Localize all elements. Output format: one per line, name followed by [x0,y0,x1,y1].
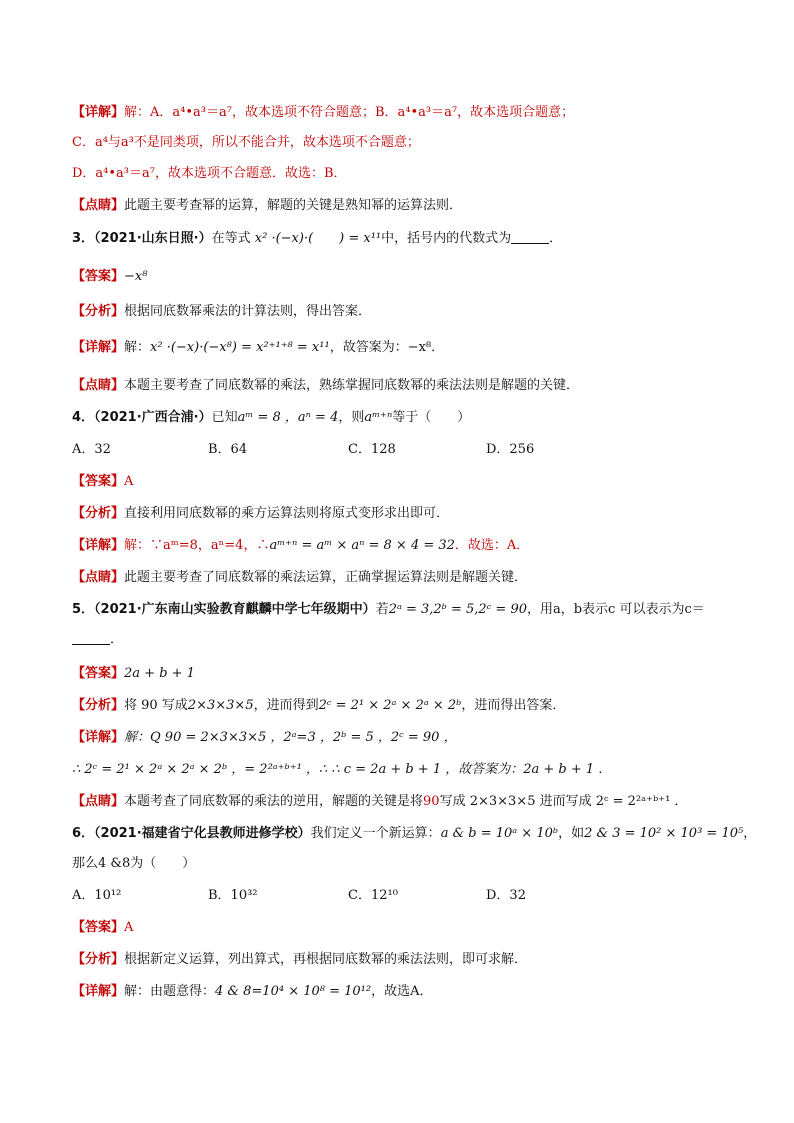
detail-tag: 【详解】 [72,538,125,553]
p2-point [72,197,462,215]
question-source: （2021·福建省宁化县教师进修学校） [94,826,311,841]
analysis-tag: 【分析】 [72,506,125,521]
q3-answer [72,268,147,286]
stem-text: ，则 [338,410,365,425]
question-number: 6． [72,826,95,841]
q5-detail-line2 [72,761,611,779]
detail-text: ∴ 2ᶜ = 2¹ × 2ᵃ × 2ᵃ × 2ᵇ ，= 2²ᵃ⁺ᵇ⁺¹ ，∴ ∴ c = 2a + b + 1 ，故答案为：2a + b + 1 ． [72,762,612,777]
answer-text: −x⁸ [124,269,148,284]
detail-math: x² ·(−x)·(−x⁸) = x²⁺¹⁺⁸ = x¹¹ [150,340,330,355]
q6-stem [72,825,756,843]
option-d: D．32 [486,888,526,903]
analysis-text: 将 90 写成 [124,698,188,713]
stem-text: 我们定义一个新运算： [310,826,441,841]
p2-detail-line2: C．a⁴与a³不是同类项，所以不能合并，故本选项不合题意； [72,135,420,150]
analysis-text: 直接利用同底数幂的乘方运算法则将原式变形求出即可． [124,506,450,521]
point-text: 本题考查了同底数幂的乘法的逆用，解题的关键是将 [124,794,424,809]
p2-detail-line3: D．a⁴•a³＝a⁷，故本选项不合题意．故选：B． [72,166,347,181]
stem-math: aᵐ⁺ⁿ [364,410,393,425]
question-source: （2021·广东南山实验教育麒麟中学七年级期中） [94,602,376,617]
analysis-text: ，进而得到 [253,698,319,713]
detail-math: aᵐ⁺ⁿ = aᵐ × aⁿ = 8 × 4 = 32 [269,538,455,553]
stem-text: 在等式 [211,231,251,246]
stem-text: ，如 [558,826,585,841]
stem-text: 若 [375,602,389,617]
analysis-math: 2×3×3×5 [187,698,254,713]
answer-tag: 【答案】 [72,920,125,935]
q4-detail [72,537,529,555]
detail-text: ，故选A． [371,984,433,999]
stem-text: ，用a，b表示c 可以表示为c＝ [526,602,705,617]
stem-math: aᵐ = 8 ，aⁿ = 4 [237,410,339,425]
q6-stem-line2: 那么4 &8为（ ） [72,856,196,871]
question-number: 4． [72,410,95,425]
stem-math: a & b = 10ᵃ × 10ᵇ [440,826,559,841]
q3-point [72,377,579,395]
stem-math: 2ᵃ = 3,2ᵇ = 5,2ᶜ = 90 [388,602,527,617]
question-source: （2021·山东日照·） [94,231,212,246]
point-text: 写成 2×3×3×5 进而写成 2ᶜ = 2²ᵃ⁺ᵇ⁺¹ ． [439,794,688,809]
analysis-text: ，进而得出答案． [461,698,566,713]
option-a: A．10¹² [72,888,122,903]
option-c: C．12¹⁰ [348,888,398,903]
q5-detail [72,729,457,747]
stem-end: ． [110,632,124,647]
question-number: 3． [72,231,95,246]
q3-stem [72,230,562,248]
detail-text: 解：Q 90 = 2×3×3×5 ，2ᵃ=3 ，2ᵇ = 5 ，2ᶜ = 90 ， [124,730,457,745]
stem-text: ， [743,826,757,841]
q5-answer [72,665,195,683]
q5-stem [72,601,705,619]
option-d: D．256 [486,442,535,457]
detail-text: 解：A．a⁴•a³＝a⁷，故本选项不符合题意；B．a⁴•a³＝a⁷，故本选项合题意； [124,105,575,120]
q6-answer [72,919,133,937]
stem-text: 已知 [211,410,238,425]
detail-tag: 【详解】 [72,984,125,999]
detail-tag: 【详解】 [72,105,125,120]
stem-math: x² ·(−x)·( ) = x¹¹ [254,231,382,246]
stem-text: 等于（ ） [392,410,471,425]
point-text: 本题主要考查了同底数幂的乘法，熟练掌握同底数幂的乘法法则是解题的关键． [124,378,580,393]
q4-stem [72,409,470,427]
stem-math: 2 & 3 = 10² × 10³ = 10⁵ [584,826,744,841]
detail-tag: 【详解】 [72,340,125,355]
point-text: 此题主要考查幂的运算，解题的关键是熟知幂的运算法则． [124,198,463,213]
detail-tag: 【详解】 [72,730,125,745]
p2-detail-line1 [72,104,574,122]
detail-text: 解：由题意得： [124,984,216,999]
point-tag: 【点睛】 [72,378,125,393]
stem-text: 中，括号内的代数式为 [381,231,512,246]
q6-analysis [72,951,527,969]
analysis-text: 根据新定义运算，列出算式，再根据同底数幂的乘法法则，即可求解． [124,952,528,967]
analysis-tag: 【分析】 [72,952,125,967]
q5-analysis [72,697,565,715]
answer-tag: 【答案】 [72,269,125,284]
q5-stem-line2 [72,631,123,649]
option-b: B．10³² [208,888,258,903]
q4-point [72,569,527,587]
analysis-math: 2ᶜ = 2¹ × 2ᵃ × 2ᵃ × 2ᵇ [318,698,462,713]
q6-detail [72,983,432,1001]
analysis-text: 根据同底数幂乘法的计算法则，得出答案． [124,304,372,319]
detail-text: ．故选：A． [454,538,530,553]
question-source: （2021·广西合浦·） [94,410,212,425]
q3-analysis [72,303,371,321]
detail-text: 解：∵aᵐ=8，aⁿ=4，∴ [124,538,270,553]
answer-text: A [124,920,134,935]
option-c: C．128 [348,442,396,457]
option-b: B．64 [208,442,248,457]
analysis-tag: 【分析】 [72,698,125,713]
q4-analysis [72,505,449,523]
answer-tag: 【答案】 [72,474,125,489]
point-highlight: 90 [423,794,440,809]
answer-tag: 【答案】 [72,666,125,681]
detail-math: 4 & 8=10⁴ × 10⁸ = 10¹² [215,984,372,999]
analysis-tag: 【分析】 [72,304,125,319]
point-tag: 【点睛】 [72,198,125,213]
q4-answer [72,473,133,491]
question-number: 5． [72,602,95,617]
answer-blank [72,632,110,645]
point-tag: 【点睛】 [72,794,125,809]
point-text: 此题主要考查了同底数幂的乘法运算，正确掌握运算法则是解题关键． [124,570,528,585]
point-tag: 【点睛】 [72,570,125,585]
detail-text: 解： [124,340,151,355]
detail-text: ，故答案为：−x⁸． [329,340,445,355]
answer-blank [511,231,549,244]
q3-detail [72,339,444,357]
option-a: A．32 [72,442,111,457]
q5-point [72,793,687,811]
stem-end: ． [549,231,563,246]
answer-text: 2a + b + 1 [124,666,195,681]
answer-text: A [124,474,134,489]
